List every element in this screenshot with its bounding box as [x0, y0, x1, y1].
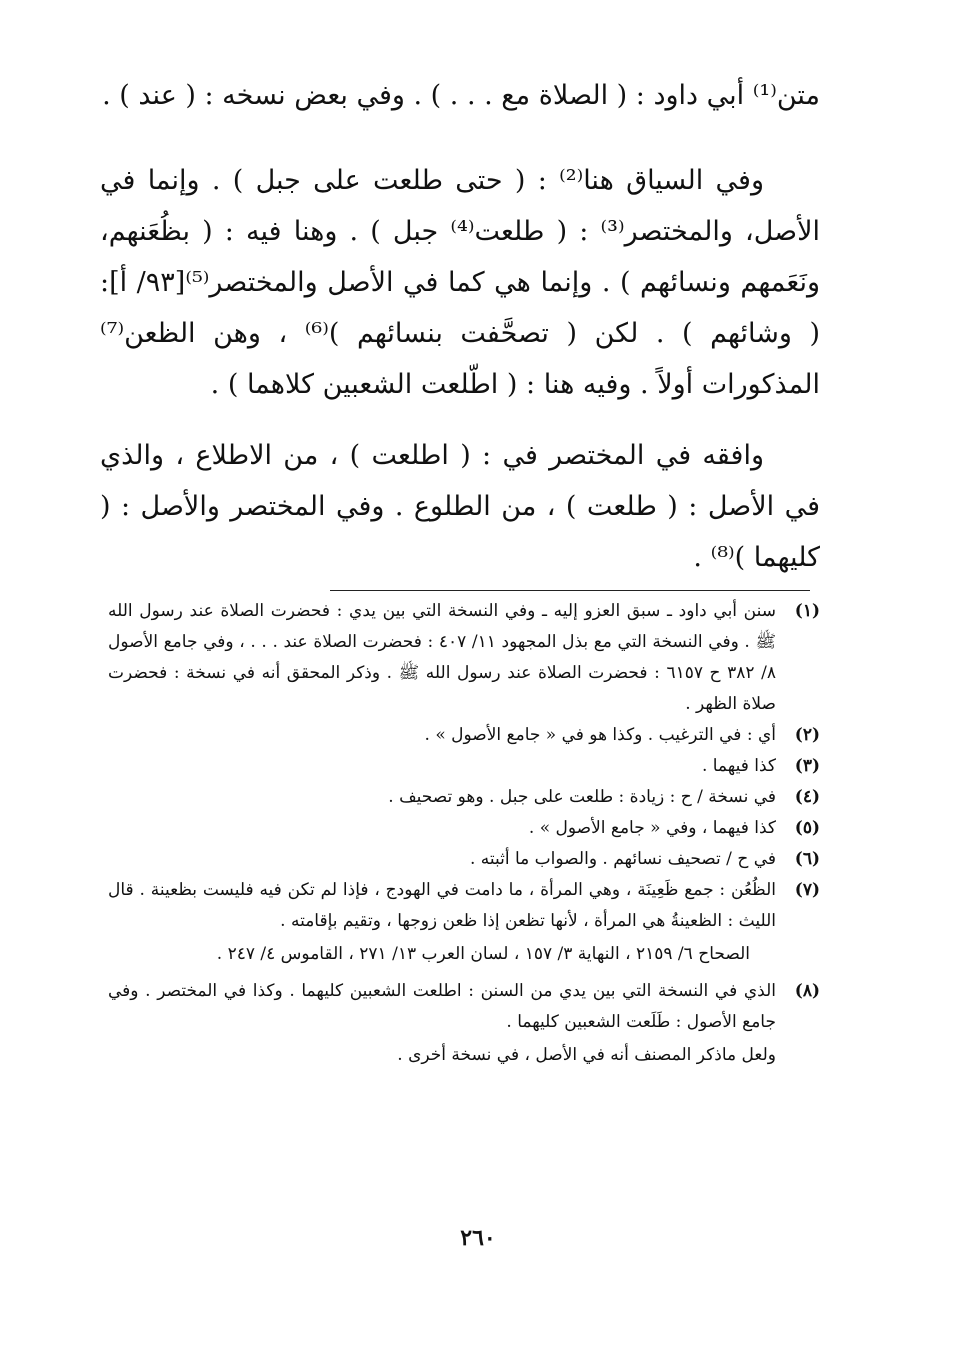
- footnote-references: الصحاح ٦/ ٢١٥٩ ، النهاية ٣/ ١٥٧ ، لسان العرب ١٣/ ٢٧١ ، القاموس ٤/ ٢٤٧ .: [216, 944, 750, 964]
- paragraph-2: وفي السياق هنا⁽²⁾ : ( حتى طلعت على جبل ) . وإنما في الأصل، والمختصر⁽³⁾ : ( طلعت⁽⁴⁾ جبل ) . وهنا فيه : ( بظُعَنهم، ونَعَمهم ونسائهم ) . وإنما هي كما في الأصل والمختصر⁽⁵⁾[٩٣/ أ]: ( وشائهم ) . لكن ( تصحَّفت بنسائهم )⁽⁶⁾ ، وهن الظعن⁽⁷⁾ المذكورات أولاً . وفيه هنا : ( اطّلعت الشعبين كلاهما ) .: [100, 165, 820, 400]
- footnote-3: [108, 751, 820, 782]
- footnote-note: ولعل ماذكر المصنف أنه في الأصل ، في نسخة أخرى .: [397, 1045, 776, 1065]
- footnote-6: [108, 844, 820, 875]
- footnote-text: كذا فيهما .: [701, 756, 776, 776]
- footnotes: [108, 596, 820, 1071]
- main-text: [100, 70, 820, 583]
- footnote-number: (٤): [794, 787, 820, 807]
- footnote-number: (٣): [794, 756, 820, 776]
- footnote-7: [108, 875, 820, 970]
- footnote-body: [108, 875, 776, 970]
- paragraph-1: متن⁽¹⁾ أبي داود : ( الصلاة مع . . . ) . وفي بعض نسخه : ( عند ) .: [102, 80, 820, 111]
- footnote-5: [108, 813, 820, 844]
- footnote-number: (٨): [794, 981, 820, 1001]
- footnote-number: (١): [794, 601, 820, 621]
- footnote-number: (٧): [794, 880, 820, 900]
- footnote-4: [108, 782, 820, 813]
- footnote-text: كذا فيهما ، وفي « جامع الأصول » .: [528, 818, 776, 838]
- footnote-number: (٢): [794, 725, 820, 745]
- footnote-1: [108, 596, 820, 720]
- footnote-text: في نسخة / ح : زيادة : طلعت على جبل . وهو تصحيف .: [388, 787, 776, 807]
- footnote-8: [108, 976, 820, 1071]
- footnote-text: الذي في النسخة التي بين يدي من السنن : اطلعت الشعبين كليهما . وكذا في المختصر . وفي جامع الأصول : طَلَعت الشعبين كليهما .: [108, 981, 776, 1032]
- footnote-2: [108, 720, 820, 751]
- paragraph-3: وافقه في المختصر في : ( اطلعت ) ، من الاطلاع ، والذي في الأصل : ( طلعت ) ، من الطلوع . وفي المختصر والأصل : ( كليهما )⁽⁸⁾ .: [100, 440, 820, 573]
- footnote-body: [108, 976, 776, 1071]
- footnote-number: (٥): [794, 818, 820, 838]
- footnote-text: الظُعُن : جمع ظَعِينَة ، وهي المرأة ، ما دامت في الهودج ، فإذا لم تكن فيه فليست بظعينة . قال الليث : الظعينةُ هي المرأة ، لأنها تظعن إذا ظعن زوجها ، وتقيم بإقامته .: [108, 880, 776, 931]
- page-number: ٢٦٠: [460, 1225, 496, 1251]
- footnote-text: سنن أبي داود ـ سبق العزو إليه ـ وفي النسخة التي بين يدي : فحضرت الصلاة عند رسول الله ﷺ . وفي النسخة التي مع بذل المجهود ١١/ ٤٠٧ : فحضرت الصلاة عند . . . ، وفي جامع الأصول ٨/ ٣٨٢ ح ٦١٥٧ : فحضرت الصلاة عند رسول الله ﷺ . وذكر المحقق أنه في نسخة : فحضرت صلاة الظهر .: [108, 601, 776, 714]
- footnote-number: (٦): [794, 849, 820, 869]
- footnote-separator: [330, 590, 810, 591]
- footnote-text: أي : في الترغيب . وكذا هو في « جامع الأصول » .: [424, 725, 776, 745]
- footnote-text: في ح / تصحيف نسائهم . والصواب ما أثبته .: [469, 849, 776, 869]
